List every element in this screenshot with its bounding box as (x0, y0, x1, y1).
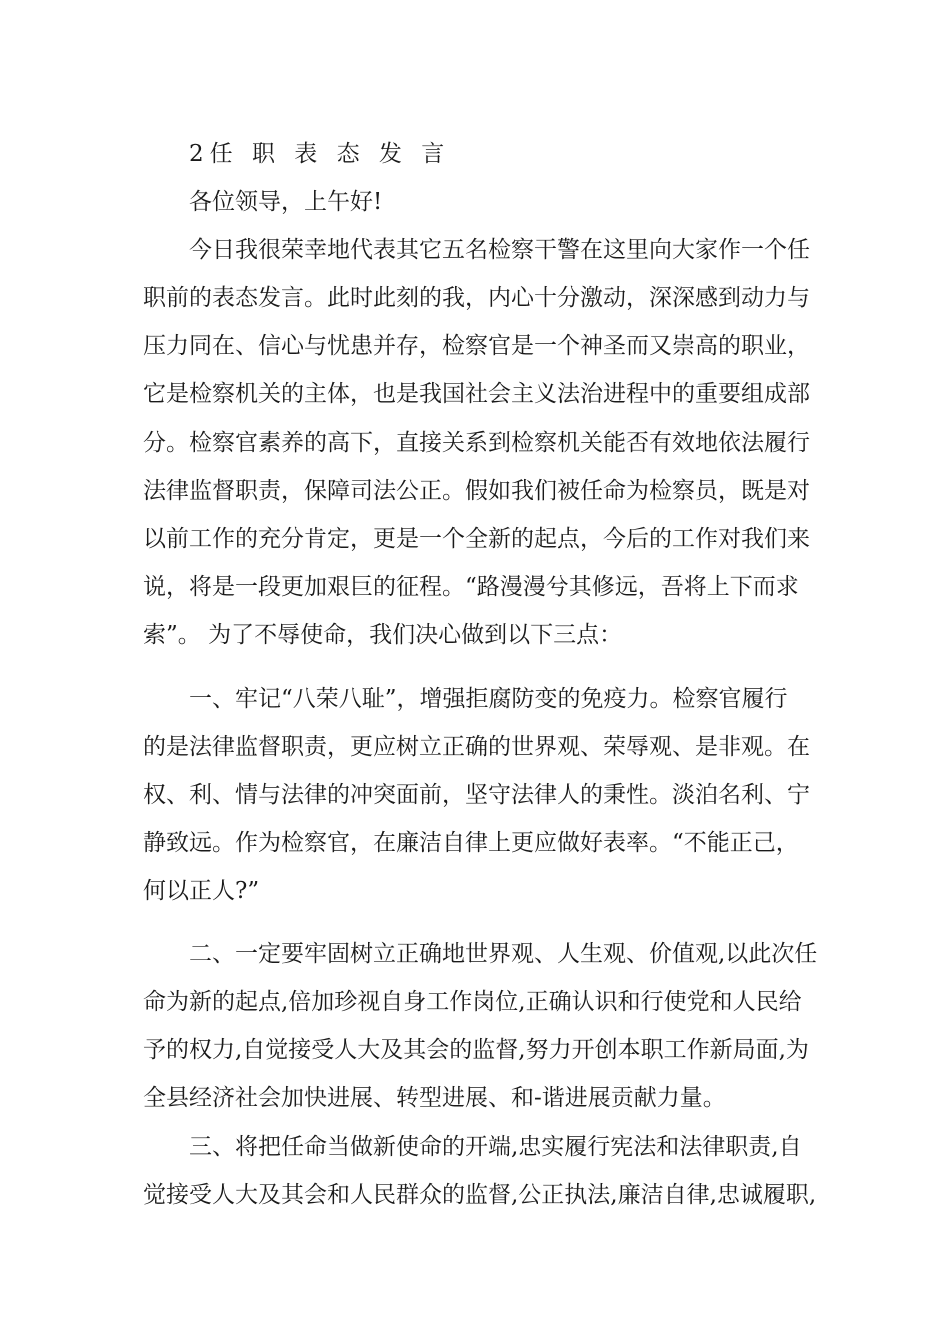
paragraph-1-line-3: 压力同在、信心与忧患并存，检察官是一个神圣而又崇高的职业， (143, 333, 810, 359)
paragraph-2-line-2: 的是法律监督职责，更应树立正确的世界观、荣辱观、是非观。在 (143, 734, 810, 760)
paragraph-2-line-3: 权、利、情与法律的冲突面前，坚守法律人的秉性。淡泊名利、宁 (143, 782, 810, 808)
paragraph-4-line-1: 三、将把任命当做新使命的开端,忠实履行宪法和法律职责,自 (189, 1134, 802, 1160)
paragraph-4-line-2: 觉接受人大及其会和人民群众的监督,公正执法,廉洁自律,忠诚履职, (143, 1182, 817, 1208)
paragraph-1-line-4: 它是检察机关的主体，也是我国社会主义法治进程中的重要组成部 (143, 381, 810, 407)
paragraph-3-line-1: 二、一定要牢固树立正确地世界观、人生观、价值观,以此次任 (189, 941, 818, 967)
document-title: 2任 职 表 态 发 言 (189, 141, 451, 167)
paragraph-1-line-8: 说，将是一段更加艰巨的征程。“路漫漫兮其修远，吾将上下而求 (143, 574, 799, 600)
greeting: 各位领导，上午好! (189, 189, 383, 215)
paragraph-3-line-2: 命为新的起点,倍加珍视自身工作岗位,正确认识和行使党和人民给 (143, 989, 802, 1015)
paragraph-1-line-1: 今日我很荣幸地代表其它五名检察干警在这里向大家作一个任 (189, 237, 810, 263)
paragraph-2-line-4: 静致远。作为检察官，在廉洁自律上更应做好表率。“不能正己， (143, 830, 799, 856)
paragraph-1-line-7: 以前工作的充分肯定，更是一个全新的起点，今后的工作对我们来 (143, 526, 810, 552)
paragraph-1-line-5: 分。检察官素养的高下，直接关系到检察机关能否有效地依法履行 (143, 430, 810, 456)
paragraph-1-line-9: 索”。 为了不辱使命，我们决心做到以下三点： (143, 622, 623, 648)
paragraph-3-line-4: 全县经济社会加快进展、转型进展、和-谐进展贡献力量。 (143, 1085, 726, 1111)
paragraph-3-line-3: 予的权力,自觉接受人大及其会的监督,努力开创本职工作新局面,为 (143, 1037, 809, 1063)
paragraph-1-line-2: 职前的表态发言。此时此刻的我，内心十分激动，深深感到动力与 (143, 285, 810, 311)
paragraph-2-line-5: 何以正人?” (143, 878, 260, 904)
paragraph-2-line-1: 一、牢记“八荣八耻”，增强拒腐防变的免疫力。检察官履行 (189, 686, 788, 712)
paragraph-1-line-6: 法律监督职责，保障司法公正。假如我们被任命为检察员，既是对 (143, 478, 810, 504)
